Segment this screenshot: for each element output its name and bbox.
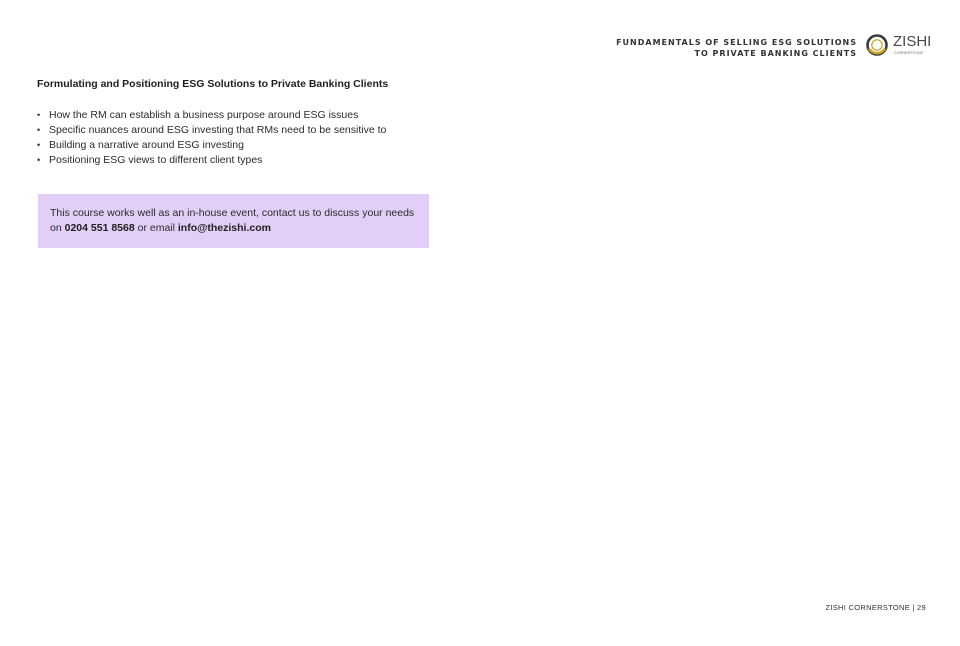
document-title xyxy=(616,37,857,59)
list-item: • Building a narrative around ESG investing xyxy=(37,138,386,153)
list-item: • Positioning ESG views to different client types xyxy=(37,153,386,168)
ring-swirl-logo-icon xyxy=(865,33,889,57)
callout-text: This course works well as an in-house event, contact us to discuss your needs on xyxy=(50,207,415,234)
email-link[interactable]: info@thezishi.com xyxy=(177,222,271,234)
logo-subtitle: CORNERSTONE xyxy=(894,51,924,55)
list-item: • Specific nuances around ESG investing that RMs need to be sensitive to xyxy=(37,123,386,138)
page-footer: ZISHI CORNERSTONE | 29 xyxy=(825,603,926,612)
zishi-logo xyxy=(865,33,932,59)
list-item: • How the RM can establish a business purpose around ESG issues xyxy=(37,108,386,123)
callout-text-or-email: or email xyxy=(134,222,178,234)
contact-callout xyxy=(38,194,429,248)
logo-wordmark: ZISHI xyxy=(893,33,932,50)
section-heading: Formulating and Positioning ESG Solutions to Private Banking Clients xyxy=(37,78,389,90)
document-title-line2: TO PRIVATE BANKING CLIENTS xyxy=(694,49,857,58)
document-title-line1: FUNDAMENTALS OF SELLING ESG SOLUTIONS xyxy=(616,38,857,47)
bullet-list xyxy=(37,108,386,168)
phone-number[interactable]: 0204 551 8568 xyxy=(64,222,135,234)
